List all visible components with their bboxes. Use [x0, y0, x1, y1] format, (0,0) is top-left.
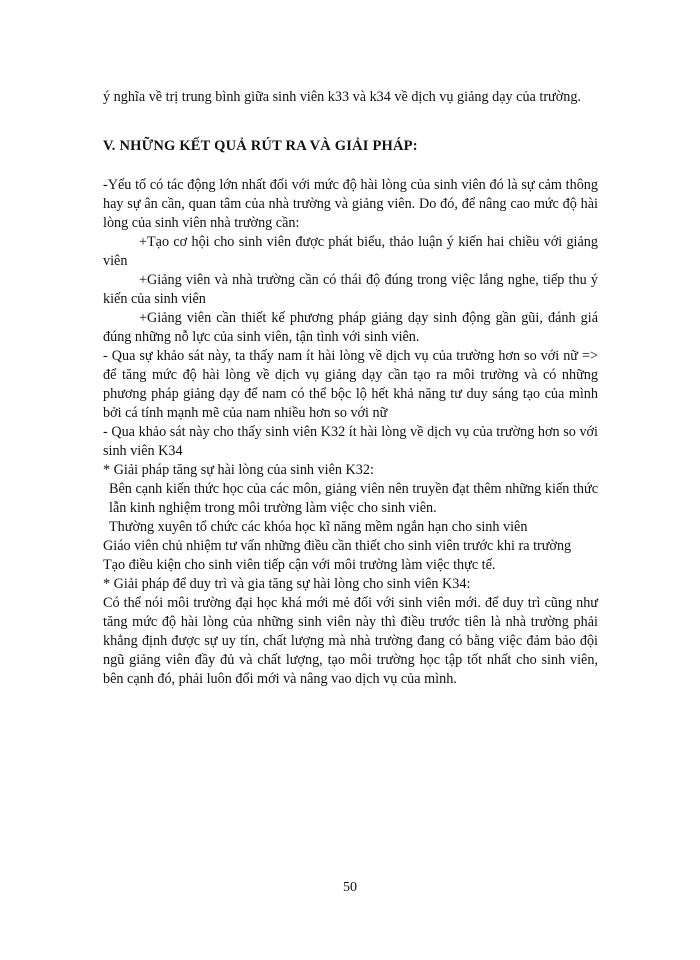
list-item: +Giảng viên và nhà trường cần có thái độ đúng trong việc lắng nghe, tiếp thu ý kiến của sinh viên — [103, 272, 598, 307]
section-heading: V. NHỮNG KẾT QUẢ RÚT RA VÀ GIẢI PHÁP: — [103, 138, 418, 154]
solution-item: Bên cạnh kiến thức học của các môn, giảng viên nên truyền đạt thêm những kiến thức lẫn kinh nghiệm trong môi trường làm việc cho sinh viên. — [109, 481, 598, 516]
list-item: +Giảng viên cần thiết kế phương pháp giảng dạy sinh động gần gũi, đánh giá đúng những nỗ lực của sinh viên, tận tình với sinh viên. — [103, 310, 598, 345]
solution-heading-k32: * Giải pháp tăng sự hài lòng của sinh viên K32: — [103, 462, 374, 478]
solution-item: Thường xuyên tổ chức các khóa học kĩ năng mềm ngắn hạn cho sinh viên — [109, 519, 528, 535]
list-item: +Tạo cơ hội cho sinh viên được phát biểu, thảo luận ý kiến hai chiều với giảng viên — [103, 234, 598, 269]
paragraph-cohort-finding: - Qua khảo sát này cho thấy sinh viên K32 ít hài lòng về dịch vụ của trường hơn so với sinh viên K34 — [103, 424, 598, 459]
page-number: 50 — [343, 880, 357, 895]
page-content — [103, 88, 598, 689]
solution-item: Giáo viên chủ nhiệm tư vấn những điều cần thiết cho sinh viên trước khi ra trường — [103, 538, 572, 554]
solution-heading-k34: * Giải pháp để duy trì và gia tăng sự hài lòng cho sinh viên K34: — [103, 576, 471, 592]
paragraph-main-factor: -Yếu tố có tác động lớn nhất đối với mức độ hài lòng của sinh viên đó là sự cảm thông hay sự ân cần, quan tâm của nhà trường và giảng viên. Do đó, để nâng cao mức độ hài lòng của sinh viên nhà trường cần: — [103, 177, 598, 231]
solution-item: Tạo điều kiện cho sinh viên tiếp cận với môi trường làm việc thực tế. — [103, 557, 496, 573]
paragraph-continuation: ý nghĩa về trị trung bình giữa sinh viên k33 và k34 về dịch vụ giảng dạy của trường. — [103, 89, 581, 105]
paragraph-k34-solution: Có thể nói môi trường đại học khá mới mẻ đối với sinh viên mới. để duy trì cũng như tăng mức độ hài lòng của những sinh viên này thì điều trước tiên là nhà trường phải khẳng định được sự uy tín, chất lượng mà nhà trường đang có bằng việc đảm bảo đội ngũ giảng viên đầy đủ và chất lượng, tạo môi trường học tập tốt nhất cho sinh viên, bên cạnh đó, phải luôn đổi mới và nâng vao dịch vụ của mình. — [103, 595, 598, 687]
paragraph-gender-finding: - Qua sự khảo sát này, ta thấy nam ít hài lòng về dịch vụ của trường hơn so với nữ => để tăng mức độ hài lòng về dịch vụ giảng dạy cần tạo ra môi trường và có những phương pháp giảng dạy để nam có thể bộc lộ hết khả năng tư duy sáng tạo của mình bởi cá tính mạnh mẽ của nam nhiều hơn so với nữ — [103, 348, 598, 421]
